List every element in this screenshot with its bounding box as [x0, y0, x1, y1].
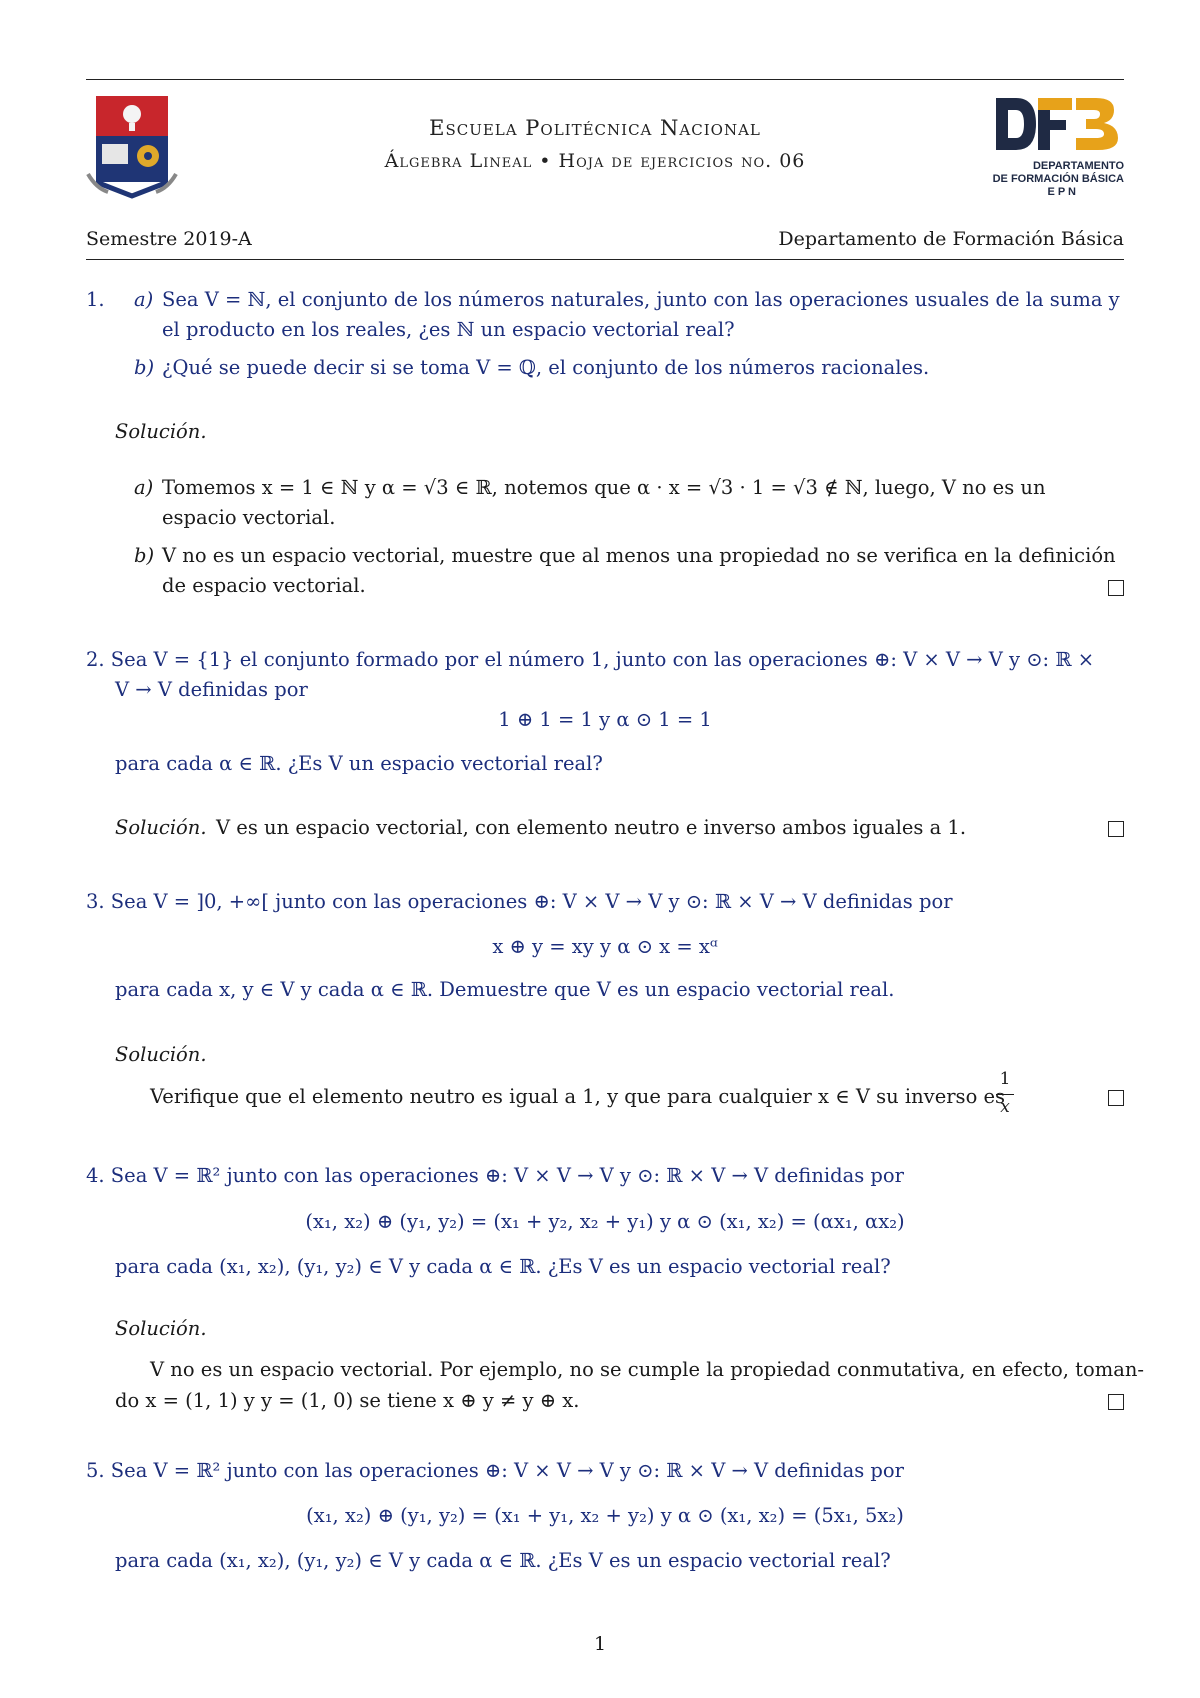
- solution-1-heading: Solución.: [115, 420, 207, 443]
- exercise-1b-text: ¿Qué se puede decir si se toma V = ℚ, el conjunto de los números racionales.: [162, 356, 930, 379]
- info-bar: [86, 228, 1124, 250]
- institution-name: Escuela Politécnica Nacional: [429, 116, 761, 140]
- semester-label: Semestre 2019-A: [86, 228, 252, 250]
- solution-4-heading: Solución.: [115, 1317, 207, 1340]
- qed-square-2: [1108, 821, 1124, 837]
- solution-3-text: Verifique que el elemento neutro es igual a 1, y que para cualquier x ∈ V su inverso es: [150, 1085, 1006, 1108]
- epn-crest-logo: [86, 96, 178, 200]
- exercise-4-text-1: 4. Sea V = ℝ² junto con las operaciones ⊕: V × V → V y ⊙: ℝ × V → V definidas por: [86, 1164, 904, 1187]
- dfb-logo-line-1: DEPARTAMENTO: [1032, 160, 1124, 172]
- inverse-fraction-bar: [996, 1094, 1014, 1095]
- exercise-2-text-1: 2. Sea V = {1} el conjunto formado por el número 1, junto con las operaciones ⊕: V × V → V y ⊙: ℝ ×: [86, 648, 1095, 671]
- exercise-5-formula: (x₁, x₂) ⊕ (y₁, y₂) = (x₁ + y₁, x₂ + y₂) y α ⊙ (x₁, x₂) = (5x₁, 5x₂): [306, 1504, 904, 1527]
- exercise-1a-text-1: Sea V = ℕ, el conjunto de los números naturales, junto con las operaciones usuales de la suma y: [162, 288, 1120, 311]
- exercise-3-text-2: para cada x, y ∈ V y cada α ∈ ℝ. Demuestre que V es un espacio vectorial real.: [115, 978, 895, 1001]
- exercise-3-formula: x ⊕ y = xy y α ⊙ x = xᵅ: [492, 935, 718, 958]
- qed-square-4: [1108, 1394, 1124, 1410]
- exercise-4-formula: (x₁, x₂) ⊕ (y₁, y₂) = (x₁ + y₂, x₂ + y₁) y α ⊙ (x₁, x₂) = (αx₁, αx₂): [305, 1210, 905, 1233]
- exercise-1a-text-2: el producto en los reales, ¿es ℕ un espacio vectorial real?: [162, 318, 735, 341]
- header: [86, 92, 1124, 202]
- page-number: 1: [593, 1633, 607, 1655]
- exercise-5-text-1: 5. Sea V = ℝ² junto con las operaciones ⊕: V × V → V y ⊙: ℝ × V → V definidas por: [86, 1459, 904, 1482]
- exercise-1b-label: b): [134, 356, 155, 379]
- qed-square-3: [1108, 1090, 1124, 1106]
- exercise-2-text-2: V → V definidas por: [115, 678, 308, 701]
- course-sheet-title: Álgebra Lineal • Hoja de ejercicios no. 06: [384, 150, 806, 172]
- qed-square-1: [1108, 580, 1124, 596]
- exercise-2-text-3: para cada α ∈ ℝ. ¿Es V un espacio vectorial real?: [115, 752, 603, 775]
- solution-3-heading: Solución.: [115, 1043, 207, 1066]
- document-titles: [236, 116, 954, 172]
- solution-4-text-2: do x = (1, 1) y y = (1, 0) se tiene x ⊕ y ≠ y ⊕ x.: [115, 1389, 580, 1412]
- dfb-logo: [972, 94, 1124, 200]
- exercise-1-number: 1.: [86, 288, 105, 311]
- dfb-mark-icon: [972, 94, 1124, 156]
- header-rule: [86, 259, 1124, 260]
- solution-1a-label: a): [134, 476, 154, 499]
- solution-1a-text-1: Tomemos x = 1 ∈ ℕ y α = √3 ∈ ℝ, notemos que α · x = √3 · 1 = √3 ∉ ℕ, luego, V no es un: [162, 476, 1046, 499]
- solution-1b-label: b): [134, 544, 155, 567]
- solution-4-text-1: V no es un espacio vectorial. Por ejemplo, no se cumple la propiedad conmutativa, en efecto, toman-: [150, 1358, 1145, 1381]
- solution-1a-text-2: espacio vectorial.: [162, 506, 336, 529]
- dfb-logo-line-2: DE FORMACIÓN BÁSICA: [992, 173, 1124, 185]
- inverse-fraction-denominator: x: [1000, 1097, 1010, 1117]
- exercise-4-text-2: para cada (x₁, x₂), (y₁, y₂) ∈ V y cada α ∈ ℝ. ¿Es V es un espacio vectorial real?: [115, 1255, 891, 1278]
- solution-2-text: V es un espacio vectorial, con elemento neutro e inverso ambos iguales a 1.: [216, 816, 967, 839]
- solution-2-heading: Solución.: [115, 816, 207, 839]
- exercise-1a-label: a): [134, 288, 154, 311]
- exercise-3-text-1: 3. Sea V = ]0, +∞[ junto con las operaciones ⊕: V × V → V y ⊙: ℝ × V → V definidas por: [86, 890, 953, 913]
- top-rule: [86, 79, 1124, 80]
- department-label: Departamento de Formación Básica: [778, 228, 1124, 250]
- dfb-logo-line-3: E P N: [1047, 186, 1076, 198]
- solution-1b-text-2: de espacio vectorial.: [162, 574, 366, 597]
- exercise-5-text-2: para cada (x₁, x₂), (y₁, y₂) ∈ V y cada α ∈ ℝ. ¿Es V es un espacio vectorial real?: [115, 1549, 891, 1572]
- exercise-2-formula: 1 ⊕ 1 = 1 y α ⊙ 1 = 1: [498, 708, 712, 731]
- solution-1b-text-1: V no es un espacio vectorial, muestre que al menos una propiedad no se verifica en la definición: [162, 544, 1116, 567]
- inverse-fraction-numerator: 1: [999, 1069, 1011, 1089]
